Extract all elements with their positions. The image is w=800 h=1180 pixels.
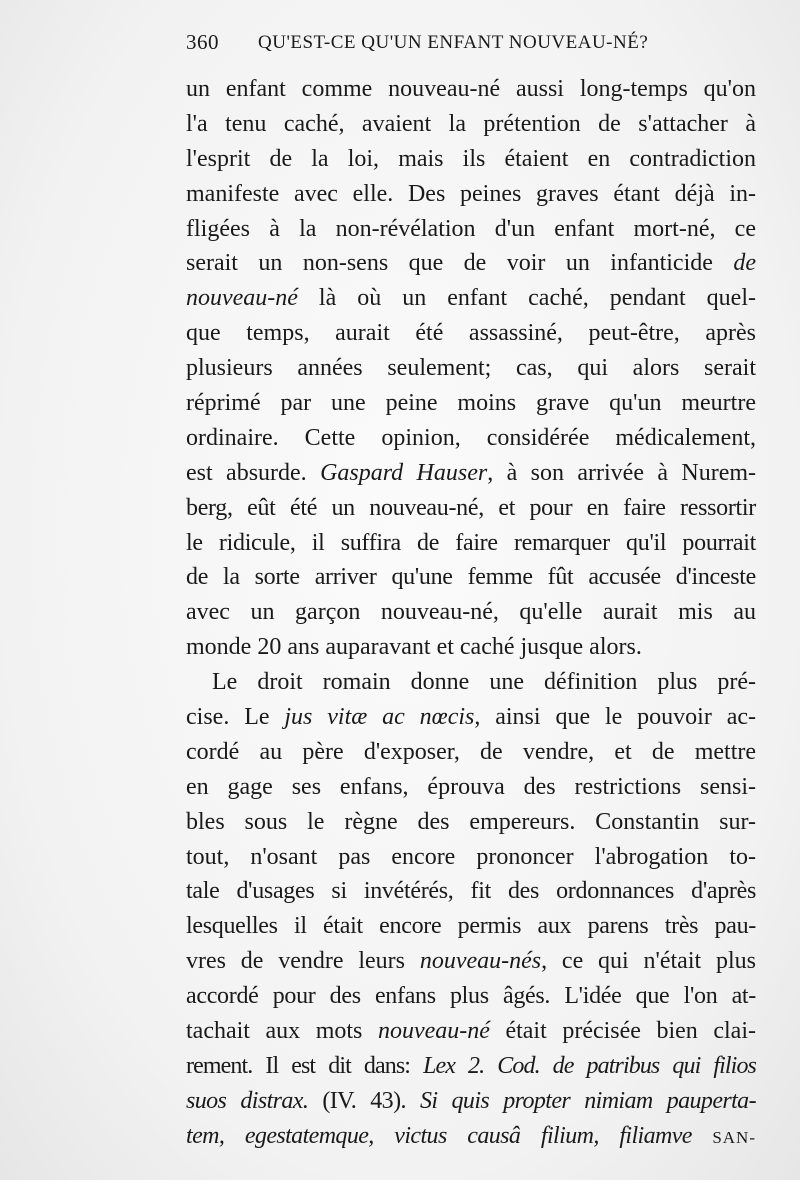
text-line-1: un enfant comme nouveau-né aussi long-temps qu'on xyxy=(186,76,756,102)
text-line-3: l'esprit de la loi, mais ils étaient en contradiction xyxy=(186,145,756,172)
text-line-22: bles sous le règne des empereurs. Constantin sur- xyxy=(186,808,756,835)
text-line-18: Le droit romain donne une définition plus pré- xyxy=(212,669,756,696)
text-line-20: cordé au père d'exposer, de vendre, et de mettre xyxy=(186,738,756,765)
text-line-19: cise. Le jus vitæ ac nœcis, ainsi que le pouvoir ac- xyxy=(186,704,757,731)
italic-quote: Si quis propter nimiam pauperta- xyxy=(419,1087,756,1114)
italic-quote: tem, egestatemque, victus causâ filium, filiamve xyxy=(186,1122,692,1149)
italic-term: de xyxy=(733,250,756,277)
italic-term: nouveau-né xyxy=(186,285,298,312)
text-line-12: est absurde. Gaspard Hauser, à son arrivée à Nurem- xyxy=(186,459,757,486)
italic-citation: Lex 2. Cod. de patribus qui filios xyxy=(423,1052,756,1079)
text-line-5: fligées à la non-révélation d'un enfant mort-né, ce xyxy=(186,215,756,242)
body-text xyxy=(186,72,756,1154)
italic-term: nouveau-nés xyxy=(419,948,542,975)
text-line-16: avec un garçon nouveau-né, qu'elle aurait mis au xyxy=(186,599,756,626)
text-line-28: tachait aux mots nouveau-né était précisée bien clai- xyxy=(186,1018,756,1045)
text-line-23: tout, n'osant pas encore prononcer l'abrogation to- xyxy=(186,843,756,870)
page-header xyxy=(186,30,746,64)
text-line-13: berg, eût été un nouveau-né, et pour en faire ressortir xyxy=(186,494,756,521)
text-line-26: vres de vendre leurs nouveau-nés, ce qui n'était plus xyxy=(186,948,756,975)
text-line-10: réprimé par une peine moins grave qu'un meurtre xyxy=(186,390,756,417)
text-line-4: manifeste avec elle. Des peines graves étant déjà in- xyxy=(186,180,756,207)
text-line-8: que temps, aurait été assassiné, peut-être, après xyxy=(186,320,756,347)
text-line-29: rement. Il est dit dans: Lex 2. Cod. de patribus qui filios xyxy=(186,1052,756,1079)
text-line-2: l'a tenu caché, avaient la prétention de s'attacher à xyxy=(186,110,756,137)
running-title: QU'EST-CE QU'UN ENFANT NOUVEAU-NÉ? xyxy=(258,32,649,53)
italic-name: Gaspard Hauser xyxy=(320,459,488,486)
text-line-7: nouveau-né là où un enfant caché, pendant quel- xyxy=(186,285,756,312)
text-line-25: lesquelles il était encore permis aux parens très pau- xyxy=(186,913,756,940)
text-line-31: tem, egestatemque, victus causâ filium, filiamve SAN- xyxy=(186,1122,756,1149)
text-line-14: le ridicule, il suffira de faire remarquer qu'il pourrait xyxy=(186,529,756,556)
text-line-17: monde 20 ans auparavant et caché jusque alors. xyxy=(186,634,642,661)
text-line-11: ordinaire. Cette opinion, considérée médicalement, xyxy=(186,424,756,451)
text-line-21: en gage ses enfans, éprouva des restrictions sensi- xyxy=(186,773,756,800)
text-line-9: plusieurs années seulement; cas, qui alors serait xyxy=(186,355,756,382)
italic-term: nouveau-né xyxy=(377,1018,490,1045)
text-line-27: accordé pour des enfans plus âgés. L'idée que l'on at- xyxy=(186,983,756,1010)
text-line-15: de la sorte arriver qu'une femme fût accusée d'inceste xyxy=(186,564,756,591)
text-line-6: serait un non-sens que de voir un infanticide de xyxy=(186,250,756,277)
text-line-24: tale d'usages si invétérés, fit des ordonnances d'après xyxy=(186,878,756,905)
italic-term: jus vitæ ac nœcis xyxy=(284,704,475,731)
italic-citation: suos distrax. xyxy=(186,1087,309,1114)
page-number: 360 xyxy=(186,30,219,54)
text-line-30: suos distrax. (IV. 43). Si quis propter nimiam pauperta- xyxy=(186,1087,756,1114)
